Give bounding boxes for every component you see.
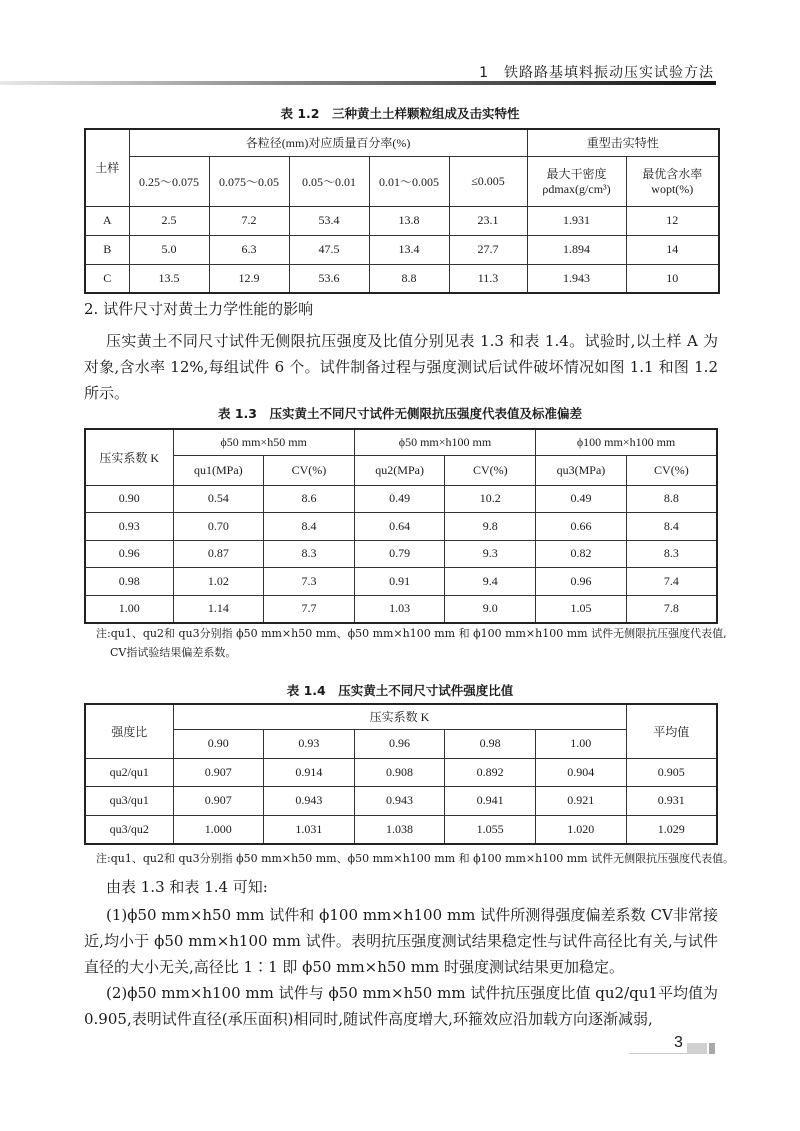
k-cell: 0.90: [85, 485, 173, 513]
page-number: 3: [674, 1034, 683, 1051]
value-cell: 9.8: [445, 513, 536, 541]
value-cell: 1.931: [527, 206, 626, 235]
table-row: [85, 540, 717, 568]
value-cell: 0.921: [535, 787, 626, 816]
value-cell: 8.3: [264, 540, 355, 568]
value-cell: 1.943: [527, 264, 626, 293]
value-cell: 1.020: [535, 815, 626, 844]
header-ratio: 强度比: [85, 704, 173, 758]
section-heading: 2. 试件尺寸对黄土力学性能的影响: [84, 300, 314, 318]
value-cell: 0.70: [173, 513, 264, 541]
k-cell: 0.96: [85, 540, 173, 568]
value-cell: 0.91: [354, 568, 445, 596]
header-k: 压实系数 K: [173, 704, 626, 729]
value-cell: 0.54: [173, 485, 264, 513]
value-cell: 7.7: [264, 595, 355, 623]
table-1-3-caption: 表 1.3 压实黄土不同尺寸试件无侧限抗压强度代表值及标准偏差: [218, 406, 582, 421]
density-unit: ρdmax(g/cm³): [542, 182, 611, 196]
k-value: 1.00: [535, 729, 626, 758]
average-cell: 1.029: [626, 815, 717, 844]
size-range: 0.25～0.075: [129, 156, 209, 206]
header-compaction-group: 重型击实特性: [527, 129, 719, 156]
value-cell: 0.892: [445, 758, 536, 787]
value-cell: 8.4: [626, 513, 717, 541]
value-cell: 1.14: [173, 595, 264, 623]
subheader: CV(%): [264, 455, 355, 485]
value-cell: 2.5: [129, 206, 209, 235]
k-cell: 1.00: [85, 595, 173, 623]
value-cell: 53.6: [289, 264, 369, 293]
sample-cell: B: [85, 235, 129, 264]
table-row: [85, 513, 717, 541]
value-cell: 12: [626, 206, 719, 235]
header-density: [527, 156, 626, 206]
density-label: 最大干密度: [546, 167, 607, 181]
value-cell: 47.5: [289, 235, 369, 264]
subheader: qu3(MPa): [536, 455, 627, 485]
running-header: 1 铁路路基填料振动压实试验方法: [479, 65, 714, 81]
value-cell: 8.8: [626, 485, 717, 513]
table-row: [85, 815, 717, 844]
value-cell: 13.4: [369, 235, 449, 264]
footer-rule: [629, 1053, 687, 1054]
value-cell: 14: [626, 235, 719, 264]
value-cell: 7.4: [626, 568, 717, 596]
value-cell: 0.82: [536, 540, 627, 568]
subheader: qu2(MPa): [354, 455, 445, 485]
value-cell: 1.03: [354, 595, 445, 623]
value-cell: 0.87: [173, 540, 264, 568]
value-cell: 8.3: [626, 540, 717, 568]
value-cell: 0.943: [264, 787, 355, 816]
sample-cell: A: [85, 206, 129, 235]
value-cell: 11.3: [449, 264, 527, 293]
k-value: 0.98: [445, 729, 536, 758]
header-k: 压实系数 K: [85, 429, 173, 485]
header-group: ϕ100 mm×h100 mm: [536, 429, 717, 455]
value-cell: 0.904: [535, 758, 626, 787]
subheader: CV(%): [445, 455, 536, 485]
header-moisture: [626, 156, 719, 206]
ratio-cell: qu2/qu1: [85, 758, 173, 787]
k-value: 0.93: [264, 729, 355, 758]
table-row: [85, 485, 717, 513]
value-cell: 1.02: [173, 568, 264, 596]
header-size-group: 各粒径(mm)对应质量百分率(%): [129, 129, 527, 156]
table-1-2: [84, 128, 720, 294]
size-range: 0.075～0.05: [209, 156, 289, 206]
table-row: [85, 787, 717, 816]
value-cell: 12.9: [209, 264, 289, 293]
value-cell: 1.000: [173, 815, 264, 844]
ratio-cell: qu3/qu1: [85, 787, 173, 816]
header-sample: 土样: [85, 129, 129, 206]
value-cell: 5.0: [129, 235, 209, 264]
value-cell: 0.908: [354, 758, 445, 787]
conclusion-intro: 由表 1.3 和表 1.4 可知:: [106, 878, 268, 896]
value-cell: 1.031: [264, 815, 355, 844]
subheader: qu1(MPa): [173, 455, 264, 485]
value-cell: 8.8: [369, 264, 449, 293]
value-cell: 9.0: [445, 595, 536, 623]
value-cell: 7.8: [626, 595, 717, 623]
table-row: [85, 264, 719, 293]
value-cell: 9.3: [445, 540, 536, 568]
table-1-4: [84, 703, 718, 845]
value-cell: 7.3: [264, 568, 355, 596]
size-range: 0.01～0.005: [369, 156, 449, 206]
page-number-decoration: [687, 1043, 707, 1054]
header-rule: [0, 81, 716, 85]
average-cell: 0.905: [626, 758, 717, 787]
table-1-3-note-line1: 注:qu1、qu2和 qu3分别指 ϕ50 mm×h50 mm、ϕ50 mm×h100 mm 和 ϕ100 mm×h100 mm 试件无侧限抗压强度代表值,: [96, 627, 727, 640]
value-cell: 53.4: [289, 206, 369, 235]
table-row: [85, 758, 717, 787]
value-cell: 9.4: [445, 568, 536, 596]
average-cell: 0.931: [626, 787, 717, 816]
table-1-4-caption: 表 1.4 压实黄土不同尺寸试件强度比值: [286, 683, 514, 698]
moisture-label: 最优含水率: [642, 167, 703, 181]
table-row: [85, 595, 717, 623]
subheader: CV(%): [626, 455, 717, 485]
conclusion-point-2: (2)ϕ50 mm×h100 mm 试件与 ϕ50 mm×h50 mm 试件抗压强度比值 qu2/qu1平均值为 0.905,表明试件直径(承压面积)相同时,随试件高度增大,环箍效应沿加载方向逐渐减弱,: [84, 984, 718, 1028]
value-cell: 10: [626, 264, 719, 293]
k-cell: 0.93: [85, 513, 173, 541]
header-average: 平均值: [626, 704, 717, 758]
value-cell: 1.894: [527, 235, 626, 264]
size-range: 0.05～0.01: [289, 156, 369, 206]
sample-cell: C: [85, 264, 129, 293]
value-cell: 0.64: [354, 513, 445, 541]
value-cell: 0.907: [173, 787, 264, 816]
header-group: ϕ50 mm×h100 mm: [354, 429, 535, 455]
table-row: [85, 568, 717, 596]
value-cell: 27.7: [449, 235, 527, 264]
value-cell: 1.038: [354, 815, 445, 844]
value-cell: 0.49: [354, 485, 445, 513]
k-value: 0.90: [173, 729, 264, 758]
k-cell: 0.98: [85, 568, 173, 596]
value-cell: 0.943: [354, 787, 445, 816]
ratio-cell: qu3/qu2: [85, 815, 173, 844]
header-group: ϕ50 mm×h50 mm: [173, 429, 354, 455]
page-number-decoration: [709, 1043, 715, 1054]
value-cell: 0.941: [445, 787, 536, 816]
value-cell: 8.6: [264, 485, 355, 513]
value-cell: 1.05: [536, 595, 627, 623]
table-1-3: [84, 428, 718, 624]
value-cell: 10.2: [445, 485, 536, 513]
value-cell: 0.907: [173, 758, 264, 787]
size-range: ≤0.005: [449, 156, 527, 206]
k-value: 0.96: [354, 729, 445, 758]
value-cell: 0.49: [536, 485, 627, 513]
value-cell: 13.8: [369, 206, 449, 235]
value-cell: 8.4: [264, 513, 355, 541]
value-cell: 0.79: [354, 540, 445, 568]
table-row: [85, 206, 719, 235]
value-cell: 13.5: [129, 264, 209, 293]
conclusion-point-1: (1)ϕ50 mm×h50 mm 试件和 ϕ100 mm×h100 mm 试件所测得强度偏差系数 CV非常接近,均小于 ϕ50 mm×h100 mm 试件。表明抗压强度测试结果稳定性与试件高径比有关,与试件直径的大小无关,高径比 1∶1 即 ϕ50 mm×h50 mm 时强度测试结果更加稳定。: [84, 906, 718, 976]
table-row: [85, 235, 719, 264]
table-1-3-note-line2: CV指试验结果偏差系数。: [110, 646, 237, 659]
value-cell: 0.914: [264, 758, 355, 787]
value-cell: 0.96: [536, 568, 627, 596]
value-cell: 23.1: [449, 206, 527, 235]
table-1-2-caption: 表 1.2 三种黄土土样颗粒组成及击实特性: [280, 106, 520, 121]
table-1-4-note: 注:qu1、qu2和 qu3分别指 ϕ50 mm×h50 mm、ϕ50 mm×h100 mm 和 ϕ100 mm×h100 mm 试件无侧限抗压强度代表值。: [96, 852, 735, 865]
value-cell: 6.3: [209, 235, 289, 264]
section-paragraph: 压实黄土不同尺寸试件无侧限抗压强度及比值分别见表 1.3 和表 1.4。试验时,以土样 A 为对象,含水率 12%,每组试件 6 个。试件制备过程与强度测试后试件破坏情况如图 1.1 和图 1.2 所示。: [84, 332, 718, 402]
moisture-unit: wopt(%): [651, 182, 694, 196]
value-cell: 7.2: [209, 206, 289, 235]
value-cell: 1.055: [445, 815, 536, 844]
value-cell: 0.66: [536, 513, 627, 541]
